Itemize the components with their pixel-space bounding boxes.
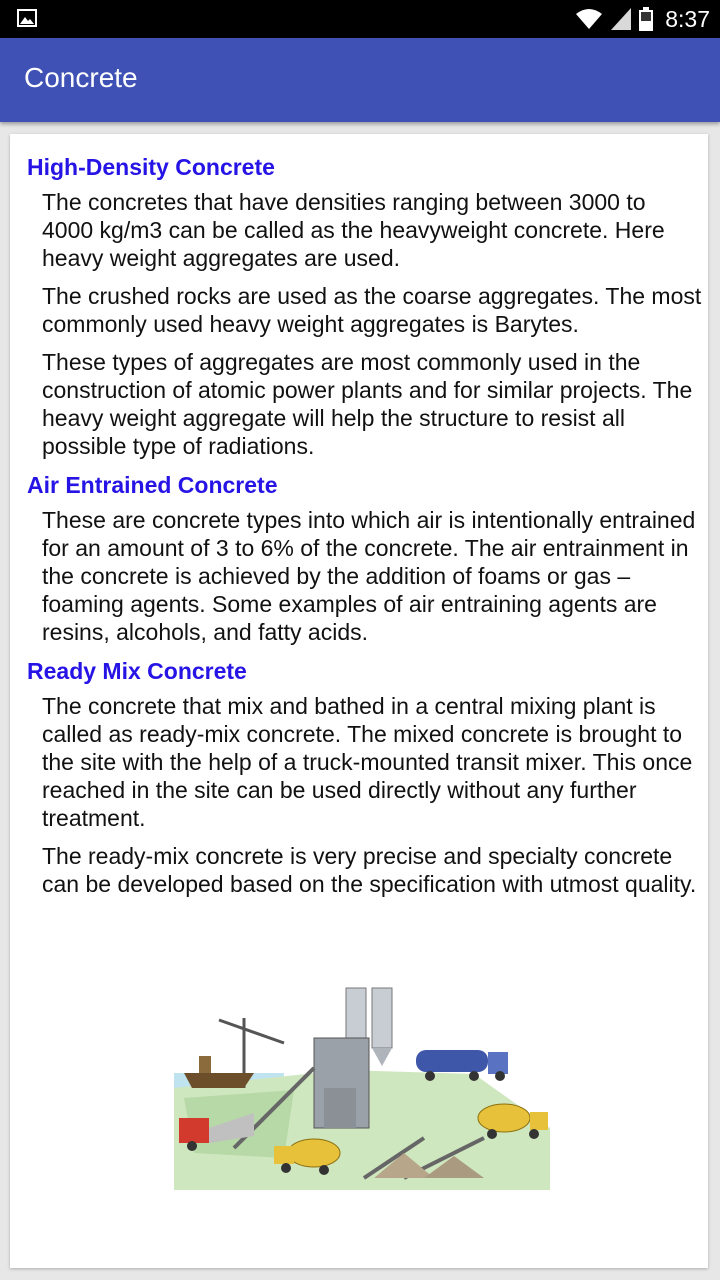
page-title: Concrete [24, 62, 138, 93]
section-paragraph: These types of aggregates are most commonly used in the construction of atomic power plants and for similar projects. The heavy weight aggregate will help the structure to resist all possible type of radiations. [42, 349, 693, 459]
article-content [27, 152, 703, 908]
section-heading: Air Entrained Concrete [27, 472, 278, 498]
section-high-density [27, 152, 703, 460]
section-paragraph: The concrete that mix and bathed in a central mixing plant is called as ready-mix concrete. The mixed concrete is brought to the site with the help of a truck-mounted transit mixer. This once reached in the site can be used directly without any further treatment. [42, 693, 693, 831]
content-card[interactable] [10, 134, 708, 1268]
section-ready-mix [27, 656, 703, 898]
section-air-entrained [27, 470, 703, 646]
battery-icon [639, 7, 653, 31]
section-paragraph: The ready-mix concrete is very precise and specialty concrete can be developed based on the specification with utmost quality. [42, 843, 697, 897]
section-heading: Ready Mix Concrete [27, 658, 247, 684]
ready-mix-plant-illustration [174, 978, 550, 1193]
clock: 8:37 [665, 5, 710, 32]
status-bar [0, 0, 720, 38]
section-paragraph: The crushed rocks are used as the coarse aggregates. The most commonly used heavy weight aggregates is Barytes. [42, 283, 702, 337]
section-paragraph: These are concrete types into which air is intentionally entrained for an amount of 3 to 6% of the concrete. The air entrainment in the concrete is achieved by the addition of foams or gas – foaming agents. Some examples of air entraining agents are resins, alcohols, and fatty acids. [42, 507, 696, 645]
app-bar [0, 38, 720, 122]
section-heading: High-Density Concrete [27, 154, 275, 180]
wifi-icon [575, 8, 603, 30]
signal-icon [611, 8, 631, 30]
section-paragraph: The concretes that have densities ranging between 3000 to 4000 kg/m3 can be called as the heavyweight concrete. Here heavy weight aggregates are used. [42, 189, 665, 271]
image-notification-icon [17, 9, 37, 27]
